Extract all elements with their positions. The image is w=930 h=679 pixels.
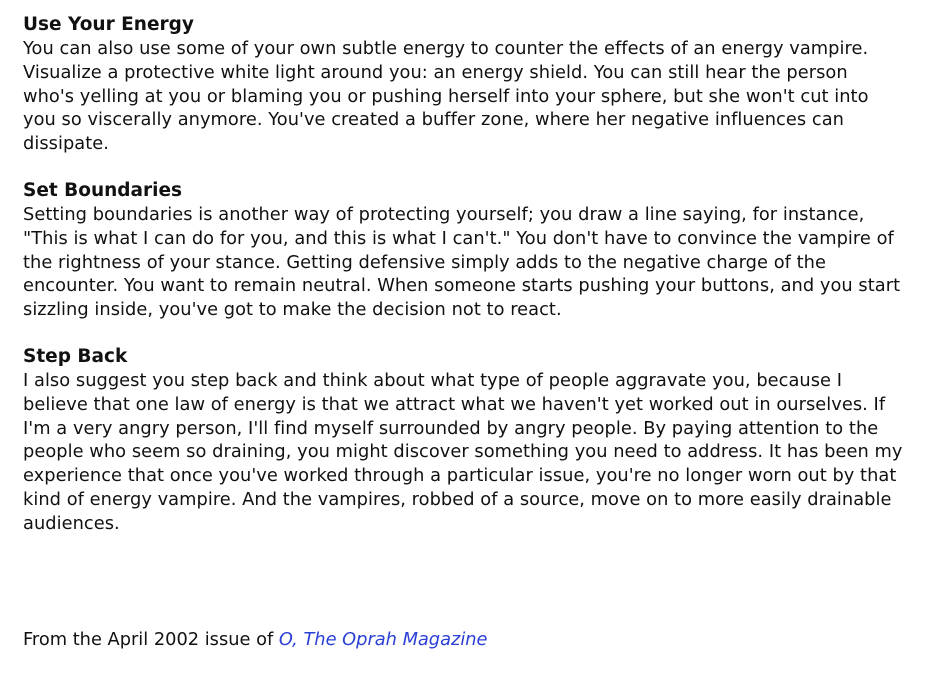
credit-prefix: From the April 2002 issue of <box>23 629 279 650</box>
section-set-boundaries <box>23 179 903 322</box>
section-use-your-energy <box>23 13 903 156</box>
section-body: Setting boundaries is another way of protecting yourself; you draw a line saying, for instance, "This is what I can do for you, and this is what I can't." You don't have to convince the vampire of the rightness of your stance. Getting defensive simply adds to the negative charge of the encounter. You want to remain neutral. When someone starts pushing your buttons, and you start sizzling inside, you've got to make the decision not to react. <box>23 203 901 321</box>
section-body: I also suggest you step back and think about what type of people aggravate you, because I believe that one law of energy is that we attract what we haven't yet worked out in ourselves. If I'm a very angry person, I'll find myself surrounded by angry people. By paying attention to the people who seem so draining, you might discover something you need to address. It has been my experience that once you've worked through a particular issue, you're no longer worn out by that kind of energy vampire. And the vampires, robbed of a source, move on to more easily drainable audiences. <box>23 369 903 534</box>
source-credit <box>23 628 487 652</box>
magazine-link[interactable]: O, The Oprah Magazine <box>278 629 488 650</box>
section-step-back <box>23 345 903 536</box>
section-heading: Use Your Energy <box>23 14 194 35</box>
section-heading: Set Boundaries <box>23 179 183 201</box>
section-body: You can also use some of your own subtle energy to counter the effects of an energy vampire. Visualize a protective white light around you: an energy shield. You can still hear the person who's yelling at you or blaming you or pushing herself into your sphere, but she won't cut into you so viscerally anymore. You've created a buffer zone, where her negative influences can dissipate. <box>23 38 869 155</box>
section-heading: Step Back <box>23 345 128 367</box>
